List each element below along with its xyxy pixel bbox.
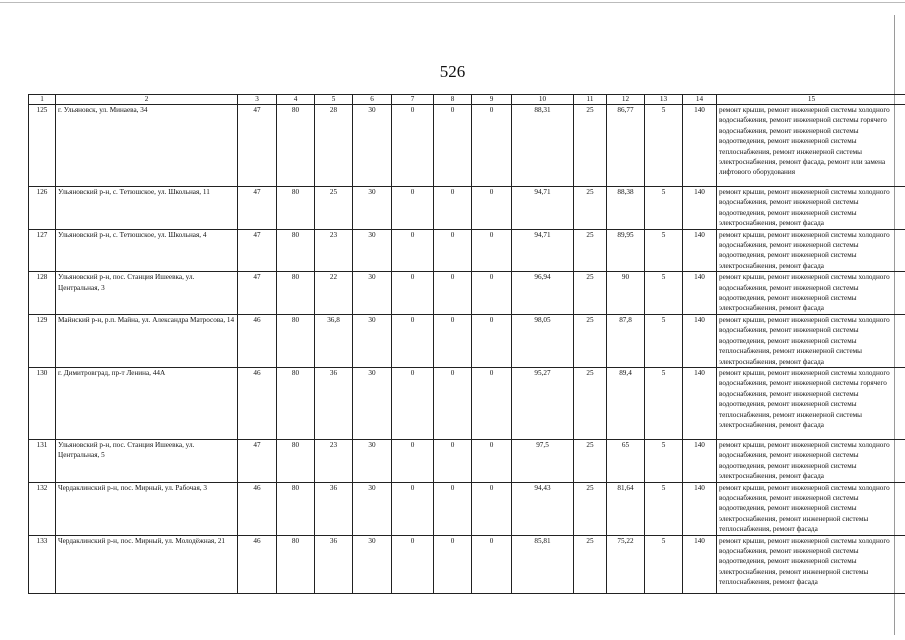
value-cell-col-7: 0 xyxy=(392,439,434,482)
value-cell-col-13: 5 xyxy=(645,535,683,593)
table-row xyxy=(29,535,905,593)
value-cell-col-8: 0 xyxy=(434,439,472,482)
value-cell-col-11: 25 xyxy=(574,187,607,230)
table-row xyxy=(29,187,905,230)
value-cell-col-4: 80 xyxy=(277,272,315,315)
value-cell-col-14: 140 xyxy=(683,367,717,439)
value-cell-col-11: 25 xyxy=(574,482,607,535)
value-cell-col-7: 0 xyxy=(392,105,434,187)
column-header: 12 xyxy=(607,95,645,105)
value-cell-col-13: 5 xyxy=(645,439,683,482)
value-cell-col-11: 25 xyxy=(574,229,607,272)
table-row xyxy=(29,272,905,315)
value-cell-col-7: 0 xyxy=(392,482,434,535)
value-cell-col-8: 0 xyxy=(434,229,472,272)
value-cell-col-4: 80 xyxy=(277,105,315,187)
value-cell-col-14: 140 xyxy=(683,439,717,482)
works-list-cell: ремонт крыши, ремонт инженерной системы холодного водоснабжения, ремонт инженерной системы водоотведения, ремонт инженерной системы электроснабжения, ремонт фасада xyxy=(717,187,905,230)
value-cell-col-14: 140 xyxy=(683,229,717,272)
value-cell-col-7: 0 xyxy=(392,535,434,593)
table-header-row xyxy=(29,95,905,105)
address-cell: Ульяновский р-н, с. Тетюшское, ул. Школьная, 11 xyxy=(56,187,238,230)
address-cell: Майнский р-н, р.п. Майна, ул. Александра Матросова, 14 xyxy=(56,314,238,367)
value-cell-col-8: 0 xyxy=(434,187,472,230)
row-number: 128 xyxy=(29,272,56,315)
column-header: 4 xyxy=(277,95,315,105)
value-cell-col-6: 30 xyxy=(353,314,392,367)
value-cell-col-5: 25 xyxy=(315,187,353,230)
value-cell-col-12: 89,4 xyxy=(607,367,645,439)
value-cell-col-13: 5 xyxy=(645,187,683,230)
value-cell-col-5: 22 xyxy=(315,272,353,315)
value-cell-col-6: 30 xyxy=(353,482,392,535)
value-cell-col-12: 75,22 xyxy=(607,535,645,593)
value-cell-col-12: 65 xyxy=(607,439,645,482)
value-cell-col-4: 80 xyxy=(277,439,315,482)
row-number: 129 xyxy=(29,314,56,367)
value-cell-col-6: 30 xyxy=(353,535,392,593)
scan-top-rule xyxy=(0,2,905,3)
value-cell-col-13: 5 xyxy=(645,229,683,272)
value-cell-col-5: 36 xyxy=(315,367,353,439)
row-number: 132 xyxy=(29,482,56,535)
value-cell-col-3: 46 xyxy=(238,482,277,535)
works-list-cell: ремонт крыши, ремонт инженерной системы холодного водоснабжения, ремонт инженерной системы водоотведения, ремонт инженерной системы электроснабжения, ремонт фасада xyxy=(717,439,905,482)
value-cell-col-3: 47 xyxy=(238,272,277,315)
value-cell-col-12: 86,77 xyxy=(607,105,645,187)
value-cell-col-4: 80 xyxy=(277,229,315,272)
works-list-cell: ремонт крыши, ремонт инженерной системы холодного водоснабжения, ремонт инженерной системы водоотведения, ремонт инженерной системы электроснабжения, ремонт фасада xyxy=(717,272,905,315)
value-cell-col-11: 25 xyxy=(574,105,607,187)
value-cell-col-12: 88,38 xyxy=(607,187,645,230)
value-cell-col-10: 98,05 xyxy=(512,314,574,367)
works-list-cell: ремонт крыши, ремонт инженерной системы холодного водоснабжения, ремонт инженерной системы водоотведения, ремонт инженерной системы электроснабжения, ремонт инженерной системы теплоснабжения, ремонт фасада xyxy=(717,535,905,593)
value-cell-col-5: 28 xyxy=(315,105,353,187)
column-header: 11 xyxy=(574,95,607,105)
value-cell-col-5: 36 xyxy=(315,535,353,593)
works-list-cell: ремонт крыши, ремонт инженерной системы холодного водоснабжения, ремонт инженерной системы горячего водоснабжения, ремонт инженерной системы водоотведения, ремонт инженерной системы теплоснабжения, ремонт инженерной системы электроснабжения, ремонт фасада, ремонт или замена лифтового оборудования xyxy=(717,105,905,187)
value-cell-col-7: 0 xyxy=(392,314,434,367)
value-cell-col-14: 140 xyxy=(683,314,717,367)
value-cell-col-6: 30 xyxy=(353,439,392,482)
value-cell-col-3: 47 xyxy=(238,229,277,272)
value-cell-col-7: 0 xyxy=(392,229,434,272)
value-cell-col-13: 5 xyxy=(645,482,683,535)
value-cell-col-3: 46 xyxy=(238,314,277,367)
address-cell: Чердаклинский р-н, пос. Мирный, ул. Молодёжная, 21 xyxy=(56,535,238,593)
column-header: 13 xyxy=(645,95,683,105)
value-cell-col-10: 94,71 xyxy=(512,229,574,272)
value-cell-col-9: 0 xyxy=(472,272,512,315)
table-row xyxy=(29,482,905,535)
value-cell-col-5: 36 xyxy=(315,482,353,535)
value-cell-col-10: 94,71 xyxy=(512,187,574,230)
value-cell-col-3: 46 xyxy=(238,535,277,593)
column-header: 10 xyxy=(512,95,574,105)
value-cell-col-13: 5 xyxy=(645,314,683,367)
value-cell-col-12: 87,8 xyxy=(607,314,645,367)
value-cell-col-3: 47 xyxy=(238,105,277,187)
row-number: 133 xyxy=(29,535,56,593)
address-cell: Ульяновский р-н, с. Тетюшское, ул. Школьная, 4 xyxy=(56,229,238,272)
value-cell-col-13: 5 xyxy=(645,272,683,315)
column-header: 3 xyxy=(238,95,277,105)
value-cell-col-6: 30 xyxy=(353,187,392,230)
column-header: 15 xyxy=(717,95,905,105)
value-cell-col-8: 0 xyxy=(434,105,472,187)
value-cell-col-10: 94,43 xyxy=(512,482,574,535)
row-number: 131 xyxy=(29,439,56,482)
row-number: 125 xyxy=(29,105,56,187)
works-list-cell: ремонт крыши, ремонт инженерной системы холодного водоснабжения, ремонт инженерной системы водоотведения, ремонт инженерной системы электроснабжения, ремонт фасада xyxy=(717,229,905,272)
column-header: 6 xyxy=(353,95,392,105)
value-cell-col-9: 0 xyxy=(472,535,512,593)
value-cell-col-4: 80 xyxy=(277,482,315,535)
column-header: 9 xyxy=(472,95,512,105)
value-cell-col-14: 140 xyxy=(683,187,717,230)
value-cell-col-12: 89,95 xyxy=(607,229,645,272)
value-cell-col-5: 23 xyxy=(315,439,353,482)
value-cell-col-10: 88,31 xyxy=(512,105,574,187)
value-cell-col-8: 0 xyxy=(434,272,472,315)
works-list-cell: ремонт крыши, ремонт инженерной системы холодного водоснабжения, ремонт инженерной системы водоотведения, ремонт инженерной системы электроснабжения, ремонт инженерной системы теплоснабжения, ремонт фасада xyxy=(717,482,905,535)
value-cell-col-10: 97,5 xyxy=(512,439,574,482)
value-cell-col-10: 95,27 xyxy=(512,367,574,439)
column-header: 8 xyxy=(434,95,472,105)
value-cell-col-8: 0 xyxy=(434,535,472,593)
value-cell-col-11: 25 xyxy=(574,535,607,593)
value-cell-col-8: 0 xyxy=(434,482,472,535)
value-cell-col-4: 80 xyxy=(277,535,315,593)
address-cell: Ульяновский р-н, пос. Станция Ишеевка, ул. Центральная, 5 xyxy=(56,439,238,482)
address-cell: Ульяновский р-н, пос. Станция Ишеевка, ул. Центральная, 3 xyxy=(56,272,238,315)
works-list-cell: ремонт крыши, ремонт инженерной системы холодного водоснабжения, ремонт инженерной системы водоотведения, ремонт инженерной системы теплоснабжения, ремонт инженерной системы электроснабжения, ремонт фасада xyxy=(717,314,905,367)
value-cell-col-4: 80 xyxy=(277,187,315,230)
value-cell-col-6: 30 xyxy=(353,229,392,272)
value-cell-col-3: 47 xyxy=(238,187,277,230)
column-header: 7 xyxy=(392,95,434,105)
address-cell: г. Ульяновск, ул. Минаева, 34 xyxy=(56,105,238,187)
value-cell-col-3: 46 xyxy=(238,367,277,439)
column-header: 1 xyxy=(29,95,56,105)
value-cell-col-13: 5 xyxy=(645,367,683,439)
value-cell-col-10: 85,81 xyxy=(512,535,574,593)
value-cell-col-14: 140 xyxy=(683,105,717,187)
value-cell-col-14: 140 xyxy=(683,272,717,315)
table-row xyxy=(29,439,905,482)
table-row xyxy=(29,229,905,272)
value-cell-col-6: 30 xyxy=(353,272,392,315)
column-header: 2 xyxy=(56,95,238,105)
page-number: 526 xyxy=(439,62,466,81)
table-row xyxy=(29,105,905,187)
value-cell-col-6: 30 xyxy=(353,105,392,187)
table-row xyxy=(29,367,905,439)
table-row xyxy=(29,314,905,367)
value-cell-col-11: 25 xyxy=(574,439,607,482)
value-cell-col-9: 0 xyxy=(472,187,512,230)
address-cell: г. Димитровград, пр-т Ленина, 44А xyxy=(56,367,238,439)
value-cell-col-11: 25 xyxy=(574,367,607,439)
value-cell-col-7: 0 xyxy=(392,367,434,439)
value-cell-col-10: 96,94 xyxy=(512,272,574,315)
value-cell-col-12: 81,64 xyxy=(607,482,645,535)
works-list-cell: ремонт крыши, ремонт инженерной системы холодного водоснабжения, ремонт инженерной системы горячего водоснабжения, ремонт инженерной системы водоотведения, ремонт инженерной системы теплоснабжения, ремонт инженерной системы электроснабжения, ремонт фасада xyxy=(717,367,905,439)
value-cell-col-9: 0 xyxy=(472,105,512,187)
row-number: 130 xyxy=(29,367,56,439)
value-cell-col-9: 0 xyxy=(472,482,512,535)
column-header: 5 xyxy=(315,95,353,105)
value-cell-col-9: 0 xyxy=(472,439,512,482)
value-cell-col-9: 0 xyxy=(472,367,512,439)
value-cell-col-11: 25 xyxy=(574,272,607,315)
value-cell-col-13: 5 xyxy=(645,105,683,187)
column-header: 14 xyxy=(683,95,717,105)
value-cell-col-8: 0 xyxy=(434,314,472,367)
value-cell-col-3: 47 xyxy=(238,439,277,482)
value-cell-col-14: 140 xyxy=(683,535,717,593)
value-cell-col-9: 0 xyxy=(472,229,512,272)
value-cell-col-8: 0 xyxy=(434,367,472,439)
works-table xyxy=(28,94,905,594)
value-cell-col-6: 30 xyxy=(353,367,392,439)
row-number: 126 xyxy=(29,187,56,230)
value-cell-col-14: 140 xyxy=(683,482,717,535)
row-number: 127 xyxy=(29,229,56,272)
value-cell-col-7: 0 xyxy=(392,187,434,230)
value-cell-col-5: 23 xyxy=(315,229,353,272)
value-cell-col-11: 25 xyxy=(574,314,607,367)
value-cell-col-7: 0 xyxy=(392,272,434,315)
value-cell-col-4: 80 xyxy=(277,314,315,367)
address-cell: Чердаклинский р-н, пос. Мирный, ул. Рабочая, 3 xyxy=(56,482,238,535)
value-cell-col-12: 90 xyxy=(607,272,645,315)
value-cell-col-9: 0 xyxy=(472,314,512,367)
value-cell-col-4: 80 xyxy=(277,367,315,439)
value-cell-col-5: 36,8 xyxy=(315,314,353,367)
